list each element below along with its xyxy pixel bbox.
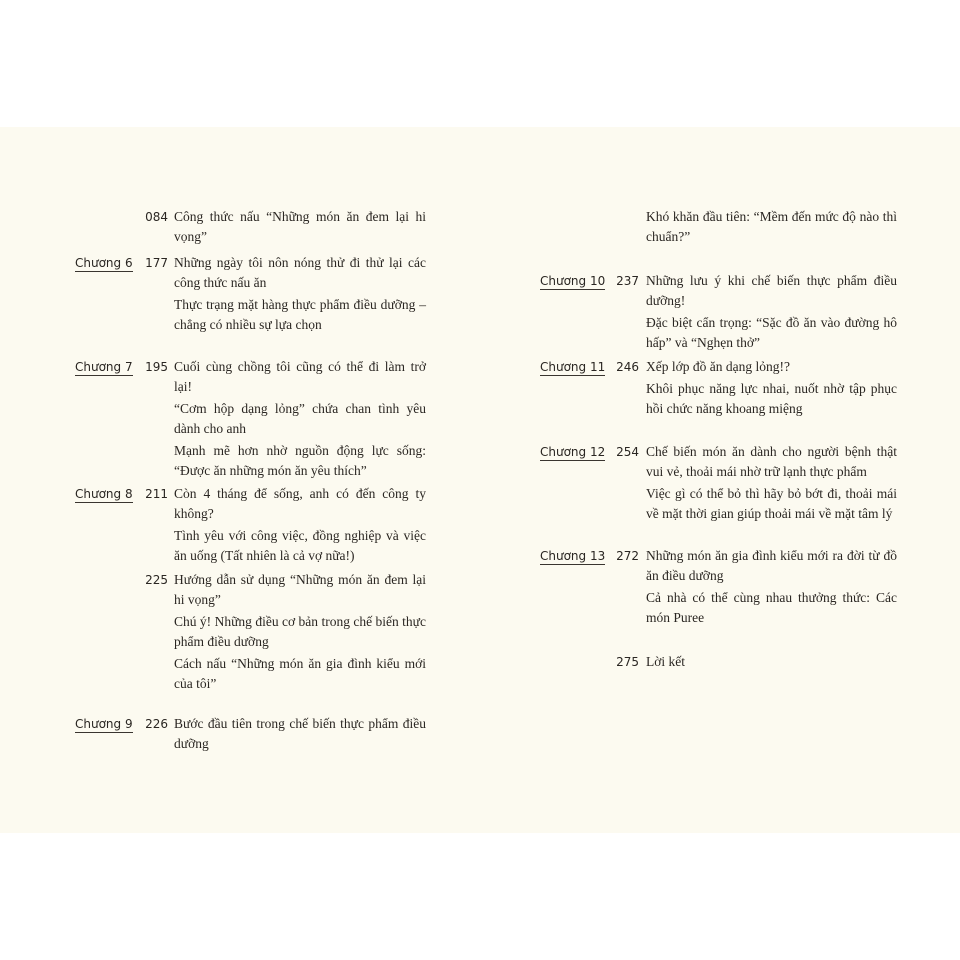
entry-title: Khôi phục năng lực nhai, nuốt nhờ tập phục hồi chức năng khoang miệng [646, 381, 897, 416]
page-number: 246 [616, 360, 639, 374]
entry-titles [174, 357, 426, 481]
entry-titles [174, 570, 426, 694]
entry-titles [174, 714, 426, 754]
entry-title: “Cơm hộp dạng lỏng” chứa chan tình yêu dành cho anh [174, 401, 426, 436]
left-page [0, 127, 480, 833]
entry-title: Cả nhà có thể cùng nhau thưởng thức: Các món Puree [646, 590, 897, 625]
chapter-label: Chương 7 [75, 360, 133, 374]
entry-title: Khó khăn đầu tiên: “Mềm đến mức độ nào thì chuẩn?” [646, 209, 897, 244]
page-number: 272 [616, 549, 639, 563]
page-number: 084 [145, 210, 168, 224]
entry-title: Còn 4 tháng để sống, anh có đến công ty không? [174, 486, 426, 521]
entry-title: Chế biến món ăn dành cho người bệnh thật vui vẻ, thoải mái nhờ trữ lạnh thực phẩm [646, 444, 897, 479]
entry-titles [646, 207, 897, 247]
entry-title: Hướng dẫn sử dụng “Những món ăn đem lại hi vọng” [174, 572, 426, 607]
page-number: 225 [145, 573, 168, 587]
entry-title: Chú ý! Những điều cơ bản trong chế biến thực phẩm điều dưỡng [174, 614, 426, 649]
entry-title: Đặc biệt cẩn trọng: “Sặc đồ ăn vào đường hô hấp” và “Nghẹn thở” [646, 315, 897, 350]
page-number: 177 [145, 256, 168, 270]
page-number: 275 [616, 655, 639, 669]
page-number: 195 [145, 360, 168, 374]
entry-title: Việc gì có thể bỏ thì hãy bỏ bớt đi, thoải mái về mặt thời gian giúp thoải mái về mặt tâm lý [646, 486, 897, 521]
book-spread [0, 127, 960, 833]
entry-title: Lời kết [646, 654, 686, 669]
chapter-label: Chương 10 [540, 274, 606, 288]
right-page [480, 127, 960, 833]
entry-titles [646, 652, 897, 672]
entry-titles [174, 253, 426, 335]
entry-title: Những ngày tôi nôn nóng thử đi thử lại các công thức nấu ăn [174, 255, 426, 290]
chapter-label: Chương 6 [75, 256, 133, 270]
chapter-label: Chương 8 [75, 487, 133, 501]
entry-title: Tình yêu với công việc, đồng nghiệp và việc ăn uống (Tất nhiên là cả vợ nữa!) [174, 528, 426, 563]
entry-title: Những món ăn gia đình kiểu mới ra đời từ đồ ăn điều dưỡng [646, 548, 897, 583]
page-number: 226 [145, 717, 168, 731]
chapter-label: Chương 13 [540, 549, 606, 563]
entry-title: Cuối cùng chồng tôi cũng có thể đi làm trở lại! [174, 359, 426, 394]
chapter-label: Chương 12 [540, 445, 606, 459]
entry-title: Mạnh mẽ hơn nhờ nguồn động lực sống: “Được ăn những món ăn yêu thích” [174, 443, 426, 478]
chapter-label: Chương 11 [540, 360, 606, 374]
entry-title: Thực trạng mặt hàng thực phẩm điều dưỡng – chẳng có nhiều sự lựa chọn [174, 297, 426, 332]
page-number: 211 [145, 487, 168, 501]
chapter-label: Chương 9 [75, 717, 133, 731]
entry-title: Bước đầu tiên trong chế biến thực phẩm điều dưỡng [174, 716, 426, 751]
entry-title: Công thức nấu “Những món ăn đem lại hi vọng” [174, 209, 426, 244]
entry-titles [646, 442, 897, 524]
page-number: 237 [616, 274, 639, 288]
entry-titles [174, 484, 426, 566]
entry-titles [646, 357, 897, 419]
page-number: 254 [616, 445, 639, 459]
entry-title: Những lưu ý khi chế biến thực phẩm điều dưỡng! [646, 273, 897, 308]
entry-title: Xếp lớp đồ ăn dạng lỏng!? [646, 359, 790, 374]
entry-titles [174, 207, 426, 247]
entry-title: Cách nấu “Những món ăn gia đình kiểu mới của tôi” [174, 656, 426, 691]
entry-titles [646, 271, 897, 353]
entry-titles [646, 546, 897, 628]
